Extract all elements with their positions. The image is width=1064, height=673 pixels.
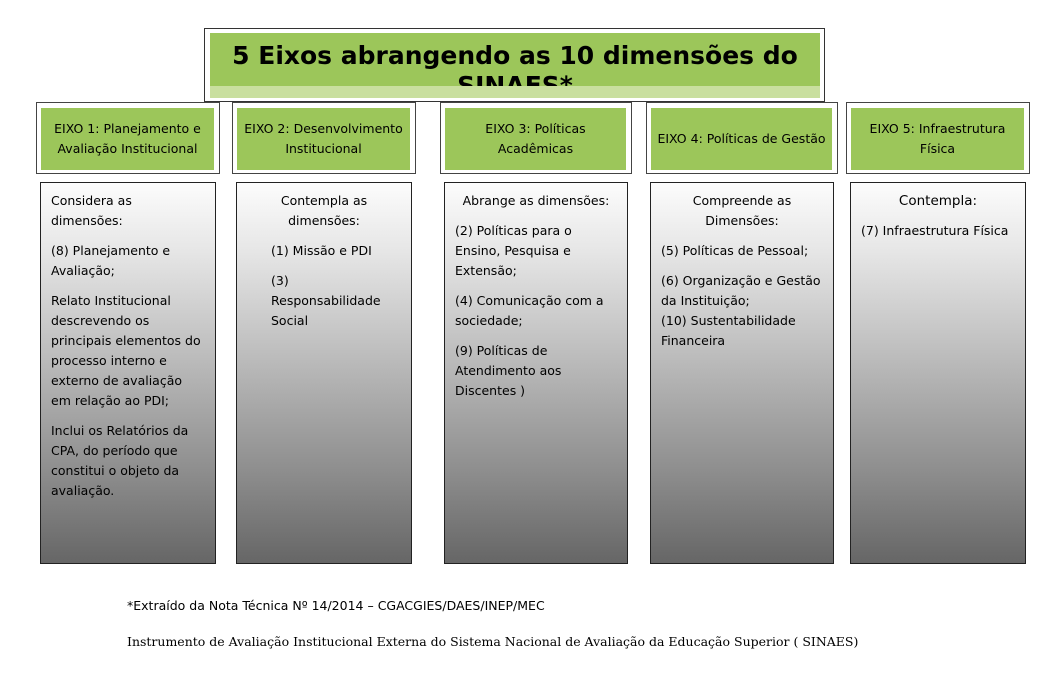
eixo-5-header: EIXO 5: Infraestrutura Física — [851, 108, 1024, 170]
eixo-3-header: EIXO 3: Políticas Acadêmicas — [445, 108, 626, 170]
eixo-2-header: EIXO 2: Desenvolvimento Institucional — [237, 108, 410, 170]
eixo-5-intro: Contempla: — [898, 193, 978, 209]
eixo-1-item: Relato Institucional descrevendo os principais elementos do processo interno e externo de avaliação em relação ao PDI; — [51, 293, 201, 408]
eixo-4-header: EIXO 4: Políticas de Gestão — [651, 108, 832, 170]
eixo-4-item: (5) Políticas de Pessoal; — [661, 243, 809, 258]
eixo-1-item: Inclui os Relatórios da CPA, do período que constitui o objeto da avaliação. — [51, 423, 189, 498]
eixo-1-column — [40, 182, 216, 564]
eixo-4-item: (10) Sustentabilidade Financeira — [661, 313, 796, 348]
eixo-2-item: (3) Responsabilidade Social — [271, 273, 381, 328]
eixo-3-item: (2) Políticas para o Ensino, Pesquisa e Extensão; — [455, 223, 572, 278]
title-strip — [210, 86, 820, 98]
eixo-3-item: (4) Comunicação com a sociedade; — [455, 293, 604, 328]
diagram-title: 5 Eixos abrangendo as 10 dimensões do — [232, 41, 798, 70]
eixo-3-column — [444, 182, 628, 564]
eixo-3-item: (9) Políticas de Atendimento aos Discentes ) — [455, 343, 562, 398]
eixo-4-intro: Compreende as Dimensões: — [692, 193, 792, 228]
eixo-3-intro: Abrange as dimensões: — [462, 193, 610, 208]
eixo-4-column — [650, 182, 834, 564]
eixo-4-item: (6) Organização e Gestão da Instituição; — [661, 273, 821, 308]
title-box — [210, 33, 820, 98]
footnote: *Extraído da Nota Técnica Nº 14/2014 – CGACGIES/DAES/INEP/MEC — [127, 598, 545, 613]
eixo-5-item: (7) Infraestrutura Física — [861, 223, 1009, 238]
eixo-2-column — [236, 182, 412, 564]
eixo-1-item: (8) Planejamento e Avaliação; — [51, 243, 171, 278]
caption: Instrumento de Avaliação Institucional Externa do Sistema Nacional de Avaliação da Educação Superior ( SINAES) — [127, 634, 859, 649]
eixo-1-intro: Considera as dimensões: — [51, 193, 132, 228]
eixo-2-item: (1) Missão e PDI — [271, 243, 372, 258]
eixo-2-intro: Contempla as dimensões: — [280, 193, 368, 228]
eixo-1-header: EIXO 1: Planejamento e Avaliação Institucional — [41, 108, 214, 170]
eixo-5-column — [850, 182, 1026, 564]
